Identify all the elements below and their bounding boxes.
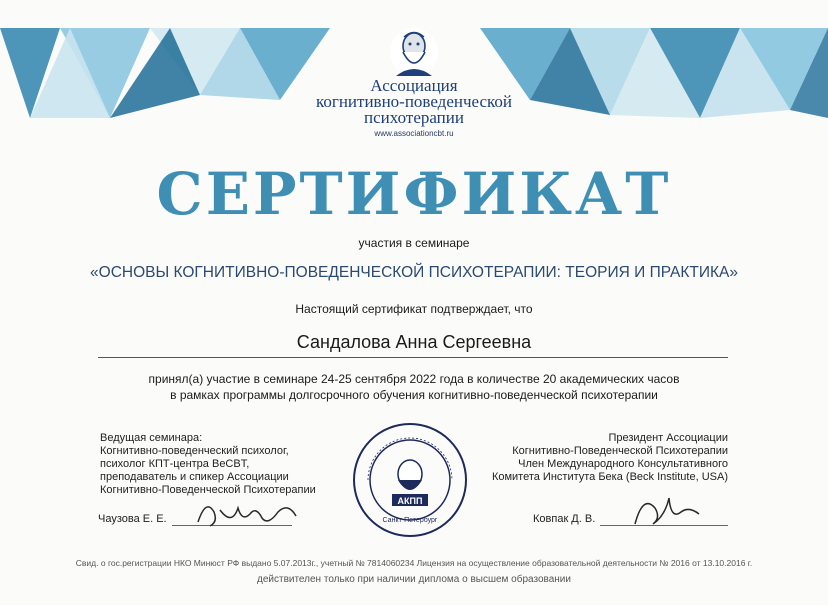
left-signatory-block <box>100 432 316 497</box>
right-signature-icon <box>625 488 705 530</box>
association-logo <box>0 22 828 138</box>
left-signatory-line-5: Когнитивно-Поведенческой Психотерапии <box>100 484 316 496</box>
right-signatory-line-3: Член Международного Консультативного <box>518 458 728 470</box>
association-stamp <box>350 420 470 540</box>
stamp-center-text: АКПП <box>397 496 423 506</box>
right-signatory-line-2: Когнитивно-Поведенческой Психотерапии <box>512 445 728 457</box>
right-signatory-name: Ковпак Д. В. <box>533 513 596 525</box>
footer-registration: Свид. о гос.регистрации НКО Минюст РФ выдано 5.07.2013г., учетный № 7814060234 Лицензия на осуществление образовательной деятельности № 2016 от 13.10.2016 г. <box>75 558 753 568</box>
subtitle: участия в семинаре <box>358 236 470 250</box>
left-signature-icon <box>192 496 302 532</box>
right-signatory-line-1: Президент Ассоциации <box>608 432 728 444</box>
left-signatory-line-1: Ведущая семинара: <box>100 432 203 444</box>
org-name-line2: когнитивно-поведенческой <box>315 92 513 111</box>
left-signatory-line-3: психолог КПТ-центра BeCBT, <box>100 458 250 470</box>
org-name-line1: Ассоциация <box>370 76 458 95</box>
stamp-bottom-text: Санкт-Петербург <box>382 517 438 524</box>
left-signatory-line-4: преподаватель и спикер Ассоциации <box>100 471 289 483</box>
right-signatory-block <box>470 432 728 484</box>
left-signatory-name: Чаузова Е. Е. <box>98 513 167 525</box>
org-url: www.associationcbt.ru <box>374 129 454 138</box>
right-signatory-line-4: Комитета Института Бека (Beck Institute, USA) <box>491 471 728 483</box>
body-line-2: в рамках программы долгосрочного обучения когнитивно-поведенческой психотерапии <box>170 388 658 402</box>
left-signatory-line-2: Когнитивно-поведенческий психолог, <box>100 445 289 457</box>
certificate-title: СЕРТИФИКАТ <box>156 160 672 228</box>
portrait-icon <box>386 22 442 78</box>
body-line-1: принял(а) участие в семинаре 24-25 сентября 2022 года в количестве 20 академических часов <box>148 372 680 386</box>
name-underline <box>98 357 728 358</box>
org-name-line3: психотерапии <box>364 108 464 127</box>
footer-note: действителен только при наличии диплома о высшем образовании <box>257 574 571 585</box>
confirm-text: Настоящий сертификат подтверждает, что <box>295 302 533 316</box>
seminar-title: «ОСНОВЫ КОГНИТИВНО-ПОВЕДЕНЧЕСКОЙ ПСИХОТЕРАПИИ: ТЕОРИЯ И ПРАКТИКА» <box>90 264 738 281</box>
recipient-name: Сандалова Анна Сергеевна <box>296 332 532 352</box>
